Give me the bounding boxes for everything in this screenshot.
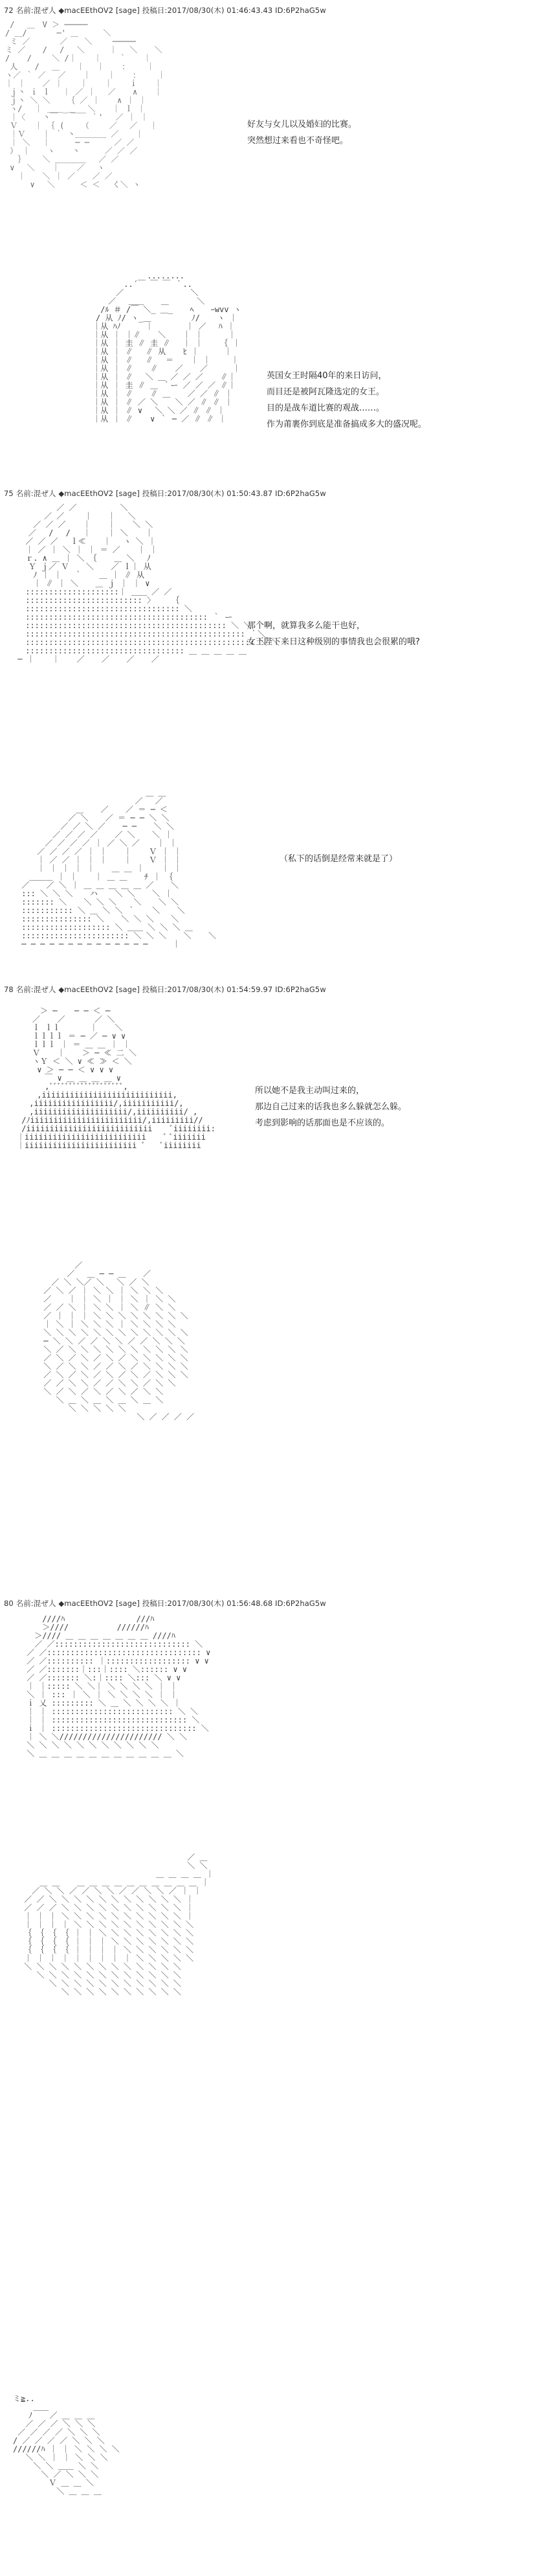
ascii-art-character-4: ＿ ＿ ／ ／ ＿ ／ ／ ＝ ─ ＜ ／ ＼ ／ ＝ ─ ─ ＼ ＼ ／ ／ ＼ ／ ─ ─ ＼ ＼ ／ ／ ／ ／ ／ ＼ ＼ ｜ ／ ／ ／ ／ ｜ ／ ＼ ／ ｜ ｜ ／ ／ ／ ／ ｜ ｜ ｜ Ｖ ｜ ｜ ｜ ／ ／ ｜ ｜ ｜ ｜ Ｖ ｜ ｜ ｜ ｜ ｜ ｜ ｜ ＿ ＿ ｜ ｜ ｜ ＿＿＿ ｜ ｜ ｜ ＿ ＿ ﾁ ｜ ｛ ／ ／ ＼ ｜ ＿ ＿ ＿ ＿ ＿ ／ ＼ ::: ＼ ＼ ＼ ハ ＼ ＼ ＼ ｜ ::::::: ＼ ＼ ＼ ＼ ＼ ＼ ＼ ::::::::::: ＼ ＿ ＼ ＼ ｀ ＼ ＼ ::::::::::::::: ＼ ＼ ＼ ＼ ＼ ::::::::::::::::::: ＼ ＿＿ ＼ ＼ ＼ ＿ ::::::::::::::::::::::: ＼ ＼ ＼ ＼ ＼ ─ ─ ─ ─ ─ ─ ─ ─ ─ ─ ─ ─ ─ ─ ｜	[21, 788, 216, 949]
dialogue-line: 考虑到影响的话那面也是不应该的。	[255, 1118, 390, 1128]
dialogue-block-78a	[255, 1083, 406, 1131]
dialogue-line: 那个啊，就算我多么能干也好，	[247, 621, 366, 631]
dialogue-block-75a	[247, 618, 420, 650]
ascii-art-character-1: / ＿ V ＞ ───── / ＿/ ─' ＿ ＼ ミ ／ ／ ＼ ───── ミ ／ / / ＼ ｜ ＼ ＼ / / ＼ /｜ ｜ ｀ ｜ 人 / ＿ ｜ ｜ ： ｜ ヽ／ ｀ ／ ／ ｜ ｜ ： ｜ ｜ ｜ ／ ｜ ｜ ｜ ｉ ｜ ｊ丶 ｉ ｌ ｜ ／ ｜ ／ ∧ ｜ ｊ丶 ＼ ＼ ｛ ／ ｜ ∧ ｜ ｜ ヽ/ ｜ ＿＿_＿ ＼ ｜ ｌ ｜ ｜〈 丶￣ ￣￣ ｀' ／ ｜ ｜ Ｖ ｜ ｛ ( （ ／ ／ ｜ ｜Ｖ ｜ ｀ 丶＿＿＿＿ ／ ｜ ｜ ＼ ｜ ─ ─ ／ ／ ） ｜ ヽ 丶 ／ ／ ／ ｝ ＼ ＿＿＿＿ ／ ／ ∨ ＼ ｜ ／ ヽ ｜ ＼ ｜ ／ ／ ／ ∨ ＼ ＜ ＜ く＼ ヽ	[5, 20, 166, 189]
dialogue-line: 女王陛下来日这种级别的事情我也会很累的哦?	[247, 637, 420, 647]
ascii-art-character-5: ＞ ─ ─ ─ ＜ ─ ／ ／ ／ ＼ ｌ ｌｌ ｜ ＼ ｌｌｌｌ ＝ ─ ／ ─ ∨ ∨ ｌｌｌ ｜ ＝ ＿ ＿ ｜ ｜ Ｖ ｜ ＞ ─ ≪ 二 ＼ ヽＹ ＜ ＼ ∨ ≪ ≫ ＜ ＼ ∨ ＞ ─ ─ ＜ ∨ ∨ ∨ ￣ ∨ ＿ ＿ ＿ ＿ ∨ ,ﾞﾞﾞﾞﾞﾞﾞﾞﾞﾞﾞﾞﾞﾞﾞﾞﾞﾞﾞ, ,iiiiiiiiiiiiiiiiiiiiiiiiiiii, ,iiiiiiiiiiiiiiiii/,iiiiiiiiiii/, ,iiiiiiiiiiiiiiiiiiii/,iiiiiiiiii/ , /ﾉiiiiiiiiiiiiiiiiiiiiiiii/,iiiiiiiii// /iiiiiiiiiiiiiiiiiiiiiiiiiii ﾞiiiiiiii: ｜iiiiiiiiiiiiiiiiiiiiiiiiii ﾞ ﾞiiiiiii ｜iiiiiiiiiiiiiiiiiiiiiiii ﾞ ﾞiiiiiiii	[17, 1006, 215, 1150]
dialogue-line: 目的是战车道比赛的观战……。	[267, 403, 385, 413]
ascii-art-character-2: ........ ..´￣ ￣ ￣ ｀.. ／ ＼ ／ ＿＿ ＿ ＼ /ﾙ ＃ /￣ ＼_ ＿_ ﾍ ｰwvv ヽ / 从 ﾉ/ ヽ_＿ ﾉ/ ヽ ｜ ｜从 ﾊﾉ ｜ ｜ ／ ﾊ ｜ ｜从 ｜ ｜∥ ＼ ｜ ｜ ｜ ｜从 ｜ 圭 ∥ 圭 ∥ ｜ ｜ ｛ ｜ ｜从 ｜ ∥ ∥ 从 ﾋ ｜ ｜ ｜从 ｜ ∥ ∥ ＝ ｜ ｜ ｜ ｜从 ｜ ∥ ∥ ／ ／ ｜ ｜从 ｜ ∥ ＼ ＿ ／ ／ ／ ∥｜ ｜从 ｜ 圭 ∥ ＿ ｀ー ／ ／ ／ ∥｜ ｜从 ｜ ∥ ∥ ＿ ／ ／ ∥ ｜ ｜从 ｜ ∥ ／ ＼ ＼ ／ ∥ ∥ ｜ ｜从 ｜ ∥ ∨ ＼ ＼ ／ ∥ ∥ ｜ ｜从 ｜ ∥ ∨ ｀ ─ ／ ∥ ∥ ｜	[93, 271, 241, 424]
ascii-art-character-9: ミ≧.. ＿＿ ﾉ ／ ＿ ＿ ＿ ／ ／ ／ ＼ ＼ ＼ ／ ／ ／ ／ ＼ ＼ ＼ / ／ ／ ／ ／ ＼ ＼ ＼ //////ﾊ ｜ ｜ ＼ ＼ ＼ ＼ ＼ ＼ ｜ ｜ ＼ ＼ ＼ ＼ ＼ ＿＿ ＼ ＼ ＼ ／ ＼ ＼ ＼ Ｖ ＿ ＿ ＼ ＼ ＿ ＿ ＿	[13, 2394, 120, 2496]
post-header-80: 80 名前:混ぜ人 ◆macEEthOV2 [sage] 投稿日:2017/08/30(木) 01:56:48.68 ID:6P2haG5w	[4, 1599, 326, 1608]
dialogue-line: 所以她不是我主动叫过来的，	[255, 1086, 365, 1096]
post-header-75: 75 名前:混ぜ人 ◆macEEthOV2 [sage] 投稿日:2017/08/30(木) 01:50:43.87 ID:6P2haG5w	[4, 489, 326, 498]
post-header-78: 78 名前:混ぜ人 ◆macEEthOV2 [sage] 投稿日:2017/08/30(木) 01:54:59.97 ID:6P2haG5w	[4, 985, 326, 994]
dialogue-block-75b	[280, 851, 397, 867]
dialogue-line: 好友与女儿以及婚妇的比赛。	[247, 120, 357, 130]
dialogue-line: 而目还是被阿瓦隆选定的女王。	[267, 387, 385, 397]
ascii-art-character-3: ／ ／ ＼ ／ ／ ｜ ｜ ＼ ／ ／ ／ ｜ ｜ ＼ ＼ ／ / / ｜ ｜ ＼ ｜ ／ ／ ／ ｌ≪ ｜ ヽ ＼ ｜ ｜ ／ ｜ ＼ ｜ ｜ ＝ ／ ｜ ｜ ｒ. ∧ ＿ ｜ ＼ ｛ ＿ ＼ ﾉ Ｙ ｊ／ Ｖ ＼ ／ ｌ｜ 从 ﾉ ｜ ｜ ｀ ＿ ｜ ∥ 从 ｜ ∥ ｜ ＼ ＿ ｊ ｜ ｜ ∨ ::::::::::::::::::::｜ ＿＿ ／ ／ ::::::::::::::::::::::::: 〉 ｛ ::::::::::::::::::::::::::::::::: ＼ ::::::::::::::::::::::::::::::::::::::: ｀ ー ::::::::::::::::::::::::::::::::::::::::::: ＼ ＼ ::::::::::::::::::::::::::::::::::::::::::::::: ｀＼ ::::::::::::::::::::::::::::::::::::::::::::::::: ＼ ＼ :::::::::::::::::::::::::::::::::: ＿ ＿ ＿ ＿ ＿ ─ ｜ ｜ ／ ／ ／ ／	[17, 503, 280, 664]
post-header-72: 72 名前:混ぜ人 ◆macEEthOV2 [sage] 投稿日:2017/08/30(木) 01:46:43.43 ID:6P2haG5w	[4, 6, 326, 15]
dialogue-line: 突然想过来看也不奇怪吧。	[247, 136, 349, 146]
dialogue-line: 作为莆裹你到底是准备搞成多大的盛况呢。	[267, 420, 427, 429]
dialogue-block-72b	[267, 368, 426, 433]
dialogue-line: 英国女王时隔40年的来日访问，	[267, 371, 387, 381]
dialogue-line: （私下的话倒是经常来就是了）	[280, 854, 398, 864]
dialogue-line: 那边自己过来的话我也多么躲就怎么躲。	[255, 1102, 407, 1112]
ascii-art-character-6: ／ ／ ＿ ─ ─ ＿ ／ ／ ＼ ＼／ ＼ ＼ ／ ＼ ／ ＼ ／ ｜ ＼ ＼ ｜ ＼ ＼ ＼ ／ ｜ ｜ ＼ ｜ ｜ ＼ ｜ ＼ ＼ ／ ／ ＼ ｜ ＼ ＼ ｜ ＼ ∥ ＼ ＼ ／ ｜ ｜ ｜ ＼ ＼ ＼ ＼ ＼ ＼ ＼ ＼ ｜ ＼ ｜ ＼ ＼ ＼ ｜ ＼ ＼ ＼ ＼ ＼ ＼ ＼ ＼ ＼ ＼ ＼ ＼ ＼ ＼ ＼ ＼ ─ ＼ ＼ ／ ／ ＼ ＼ ／ ／ ＼ ＼ ＼ ＼ ／ ＼ ＼ ＼ ＼ ＼ ＼ ＼ ＼ ＼ ＼ ／ ＼ ／ ＼ ／ ＼ ／ ＼ ＼ ＼ ＼ ＼ ＼ ／ ＼ ＼ ／ ／ ＼ ／ ＼ ＼ ＼ ＼ ／ ＼ ／ ＼ ／ ＼ ／ ＼ ／ ＼ ＼ ＼ ／ ／ ＼ ＼ ／ ／ ＼ ＼ ／ ＼ ＼ ＼ ／ ＼ ／ ＼ ／ ＼ ／ ＼ ＼ ＼ ＿ ＼ ＿ ＼ ＿ ＼ ＿ ＼ ＼ ＼ ＼ ＼ ＼ ＼ ／ ／ ／ ／	[43, 1261, 195, 1421]
ascii-art-character-8: ／ ＿ ＼ ＼ ＿ ＿ ＿ ＿ ｜ ＿ ＿ ＿ ＿ ＿ ＿ ＿ ＿ ＿ ＿ ＿ ＿ ｜ ／ ＼ ＼ ／ ／ ＼ ＼ ／ ／ ＼ ＼ ／ ｜ ｜ ／ ／ ＼ ＼ ＼ ＼ ＼ ＼ ＼ ＼ ＼ ＼ ＼ ｜ ／ ／ ／ ＼ ＼ ＼ ＼ ＼ ＼ ＼ ＼ ＼ ＼ ｜ ｜ ｜ ｜ ＼ ＼ ＼ ＼ ＼ ＼ ＼ ＼ ＼ ＼ ｜ ｜ ｜ ｜ ｜ ＼ ＼ ＼ ＼ ＼ ＼ ＼ ＼ ＼ ＼ ｛ ｛ ｛ ｛ ｜ ｜ ＼ ＼ ＼ ＼ ＼ ＼ ＼ ＼ ｛ ｛ ｛ ｛ ｜ ｜ ｜ ＼ ＼ ＼ ＼ ＼ ＼ ＼ ｛ ｛ ｛ ｛ ｜ ｜ ｜ ｜ ＼ ＼ ＼ ＼ ＼ ＼ ｜ ｜ ｜ ｜ ｜ ｜ ｜ ｜ ｜ ＼ ＼ ＼ ＼ ＼ ＼ ＼ ＼ ＼ ＼ ＼ ＼ ＼ ＼ ＼ ＼ ＼ ＼ ＼ ＼ ＼ ＼ ＼ ＼ ＼ ＼ ＼ ＼ ＼ ＼ ＼ ＼ ＼ ＼ ＼ ＼ ＼ ＼ ＼ ＼ ＼ ＼ ＼ ＼ ＼ ＼ ＼ ＼ ＼ ＼ ＼	[24, 1853, 214, 1996]
dialogue-block-72a	[247, 117, 357, 149]
ascii-art-character-7: ////ﾊ ///ﾊ ＞//// //////ﾊ ＞//// ＿ ＿ ＿ ＿ ＿ ＿ ＿ ////ﾊ ／ ／::::::::::::::::::::::::::::: ＼ ／ ／::::::::::::::::::::::::::::::::: ∨ ／ ／:::::::::: ｜:::::::::::::::::: ∨ ∨ ／ ／:::::::｜:::｜:::: ＼:::::: ∨ ∨ ／ ／::::::: ＼:｜:::: ＼::: ＼ ∨ ∨ ｜ ｜::::: ＼ ＼｜ ＼ ＼ ＼ ＼ ｜ ｜ ＼ ｜ ::: ｜ ＼ ｜ ＼ ＼ ＼ ＼ ｜ ｜ ｉ 乂 ::::::::: ＼ ＿ ＼ ＼ ＼ ＼ ｜ ｜ ｜ :::::::::::::::::::::::::: ＼ ＼ ｜ ｜ ::::::::::::::::::::::::::::: ＼ ｉ ｜ ::::::::::::::::::::::::::::::: ＼ ｜ ＼ ＼////////////////////// ＼ ＼ ＼ ＼ ＼ ＼ ＼ ＼ ＼ ＼ ＼ ＼ ＼ ＼ ＿ ＿ ＿ ＿ ＿ ＿ ＿ ＿ ＿ ＿ ＿ ＼	[27, 1614, 211, 1758]
